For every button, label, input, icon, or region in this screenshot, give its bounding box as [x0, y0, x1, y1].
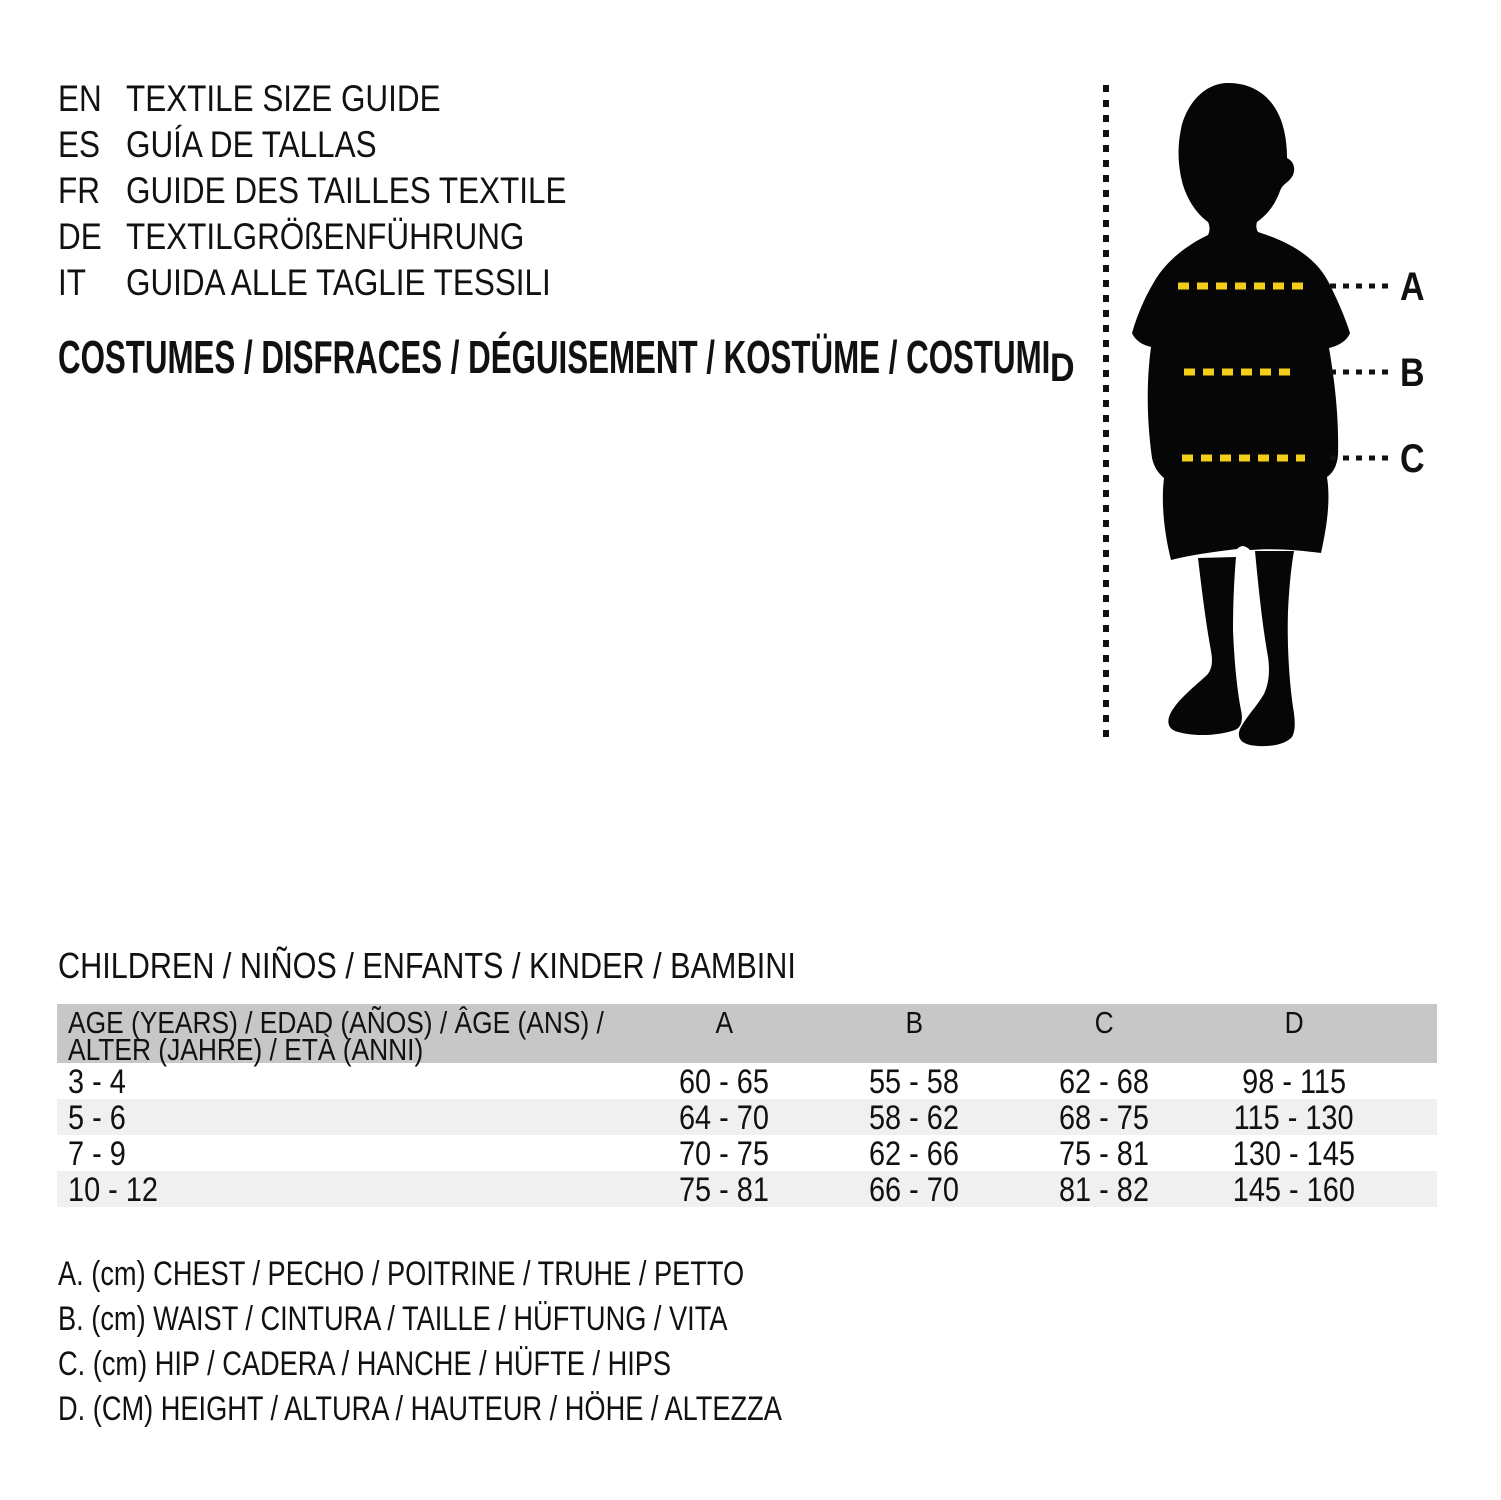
language-code: EN — [58, 78, 102, 119]
table-row — [57, 1171, 1437, 1207]
language-row-fr — [58, 168, 656, 214]
measurement-legend — [58, 1252, 963, 1432]
column-header-c: C — [1094, 1005, 1114, 1040]
legend-waist: B. (cm) WAIST / CINTURA / TAILLE / HÜFTUNG / VITA — [58, 1300, 728, 1338]
hip-cell: 75 - 81 — [1059, 1135, 1149, 1173]
waist-label: B — [1400, 349, 1425, 395]
hip-cell: 68 - 75 — [1059, 1099, 1149, 1137]
age-cell: 5 - 6 — [68, 1099, 126, 1137]
age-cell: 3 - 4 — [68, 1063, 126, 1101]
language-row-en — [58, 76, 656, 122]
chest-cell: 70 - 75 — [679, 1135, 769, 1173]
language-row-de — [58, 214, 656, 260]
size-table-header — [57, 1004, 1437, 1067]
legend-chest: A. (cm) CHEST / PECHO / POITRINE / TRUHE / PETTO — [58, 1255, 745, 1293]
chest-label: A — [1400, 263, 1425, 309]
guide-title: GUIDE DES TAILLES TEXTILE — [126, 170, 567, 211]
child-silhouette-icon — [1132, 83, 1350, 746]
language-title-list — [58, 76, 656, 306]
guide-title: GUÍA DE TALLAS — [126, 124, 377, 165]
table-row — [57, 1135, 1437, 1171]
language-code: ES — [58, 124, 100, 165]
guide-title: TEXTILE SIZE GUIDE — [126, 78, 441, 119]
legend-height: D. (CM) HEIGHT / ALTURA / HAUTEUR / HÖHE / ALTEZZA — [58, 1390, 782, 1428]
waist-cell: 55 - 58 — [869, 1063, 959, 1101]
category-title: COSTUMES / DISFRACES / DÉGUISEMENT / KOSTÜME / COSTUMI — [58, 331, 1051, 383]
hip-cell: 81 - 82 — [1059, 1171, 1149, 1209]
legend-hip: C. (cm) HIP / CADERA / HANCHE / HÜFTE / HIPS — [58, 1345, 672, 1383]
height-cell: 145 - 160 — [1232, 1171, 1356, 1209]
height-cell: 115 - 130 — [1234, 1099, 1354, 1137]
waist-cell: 66 - 70 — [869, 1171, 959, 1209]
column-header-d: D — [1284, 1005, 1304, 1040]
language-code: IT — [58, 262, 86, 303]
height-label: D — [1050, 344, 1075, 390]
waist-cell: 58 - 62 — [869, 1099, 959, 1137]
child-measurement-diagram — [1040, 70, 1460, 770]
column-header-a: A — [715, 1005, 733, 1040]
guide-title: TEXTILGRÖßENFÜHRUNG — [126, 216, 525, 257]
height-cell: 130 - 145 — [1232, 1135, 1356, 1173]
age-cell: 10 - 12 — [68, 1171, 158, 1209]
table-row — [57, 1063, 1437, 1099]
chest-cell: 60 - 65 — [679, 1063, 769, 1101]
waist-cell: 62 - 66 — [869, 1135, 959, 1173]
chest-cell: 64 - 70 — [679, 1099, 769, 1137]
table-row — [57, 1099, 1437, 1135]
language-code: FR — [58, 170, 100, 211]
hip-cell: 62 - 68 — [1059, 1063, 1149, 1101]
guide-title: GUIDA ALLE TAGLIE TESSILI — [126, 262, 551, 303]
language-code: DE — [58, 216, 102, 257]
hip-label: C — [1400, 435, 1425, 481]
language-row-it — [58, 260, 656, 306]
chest-cell: 75 - 81 — [679, 1171, 769, 1209]
column-header-b: B — [905, 1005, 923, 1040]
age-column-header: AGE (YEARS) / EDAD (AÑOS) / ÂGE (ANS) / ALTER (JAHRE) / ETÀ (ANNI) — [68, 1005, 604, 1067]
height-cell: 98 - 115 — [1242, 1063, 1346, 1101]
age-cell: 7 - 9 — [68, 1135, 126, 1173]
table-section-title: CHILDREN / NIÑOS / ENFANTS / KINDER / BAMBINI — [58, 945, 796, 986]
language-row-es — [58, 122, 656, 168]
size-table — [57, 1004, 1437, 1207]
